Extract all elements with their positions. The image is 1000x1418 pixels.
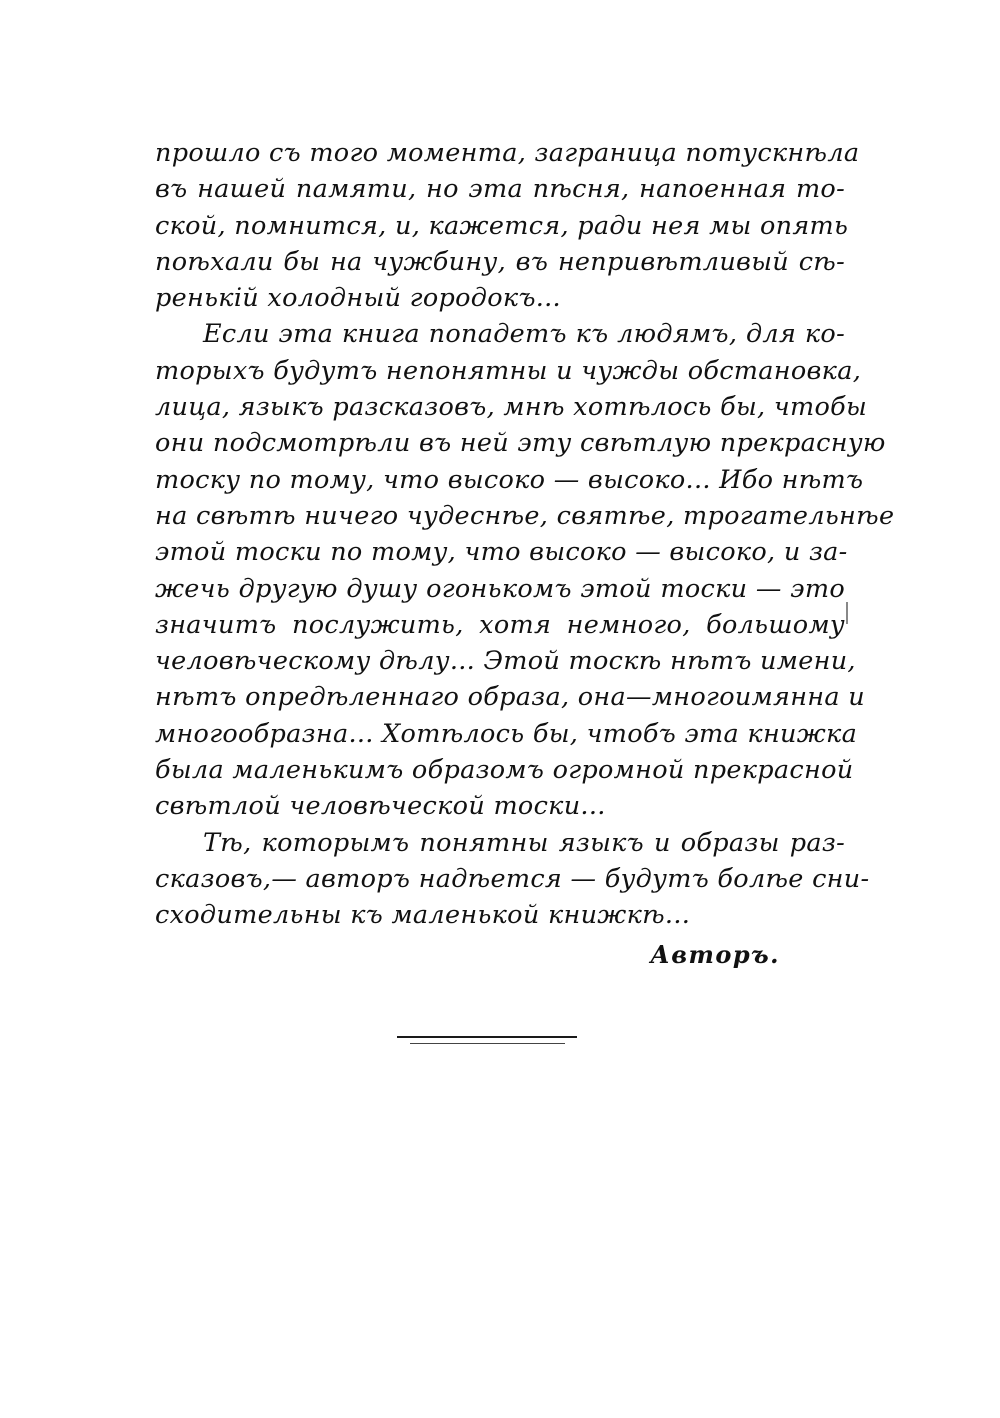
text-line: была маленькимъ образомъ огромной прекрасной bbox=[155, 755, 854, 786]
text-line: на свѣтѣ ничего чудеснѣе, святѣе, трогательнѣе bbox=[155, 500, 895, 531]
end-divider-rule bbox=[397, 1036, 577, 1038]
text-line: тоску по тому, что высоко — высоко... Ибо нѣтъ bbox=[155, 464, 864, 495]
preface-text bbox=[155, 135, 895, 934]
text-line: въ нашей памяти, но эта пѣсня, напоенная то- bbox=[155, 174, 845, 205]
text-line: этой тоски по тому, что высоко — высоко, и за- bbox=[155, 537, 848, 568]
text-line: они подсмотрѣли въ ней эту свѣтлую прекрасную bbox=[155, 428, 886, 459]
text-line: прошло съ того момента, заграница потускнѣла bbox=[155, 138, 860, 168]
text-line: жечь другую душу огонькомъ этой тоски — это bbox=[155, 573, 845, 604]
text-line: сходительны къ маленькой книжкѣ... bbox=[155, 900, 691, 931]
text-line: ренькій холодный городокъ... bbox=[155, 283, 561, 314]
margin-mark bbox=[846, 602, 848, 624]
author-signature: Авторъ. bbox=[650, 940, 780, 969]
text-line: человѣческому дѣлу... Этой тоскѣ нѣтъ имени, bbox=[155, 646, 856, 677]
text-line: нѣтъ опредѣленнаго образа, она—многоимянна и bbox=[155, 682, 866, 713]
end-divider-rule-secondary bbox=[410, 1043, 565, 1044]
text-line: поѣхали бы на чужбину, въ непривѣтливый сѣ- bbox=[155, 246, 845, 277]
text-line: свѣтлой человѣческой тоски... bbox=[155, 791, 606, 822]
text-line: значитъ послужить, хотя немного, большому bbox=[155, 609, 845, 640]
text-line: Если эта книга попадетъ къ людямъ, для ко- bbox=[203, 319, 845, 350]
text-line: лица, языкъ разсказовъ, мнѣ хотѣлось бы, чтобы bbox=[155, 392, 868, 423]
text-line: ской, помнится, и, кажется, ради нея мы опять bbox=[155, 210, 849, 241]
text-line: торыхъ будутъ непонятны и чужды обстановка, bbox=[155, 355, 862, 386]
text-line: Тѣ, которымъ понятны языкъ и образы раз- bbox=[203, 827, 845, 858]
text-line: сказовъ,— авторъ надѣется — будутъ болѣе сни- bbox=[155, 863, 870, 894]
text-line: многообразна... Хотѣлось бы, чтобъ эта книжка bbox=[155, 718, 858, 749]
